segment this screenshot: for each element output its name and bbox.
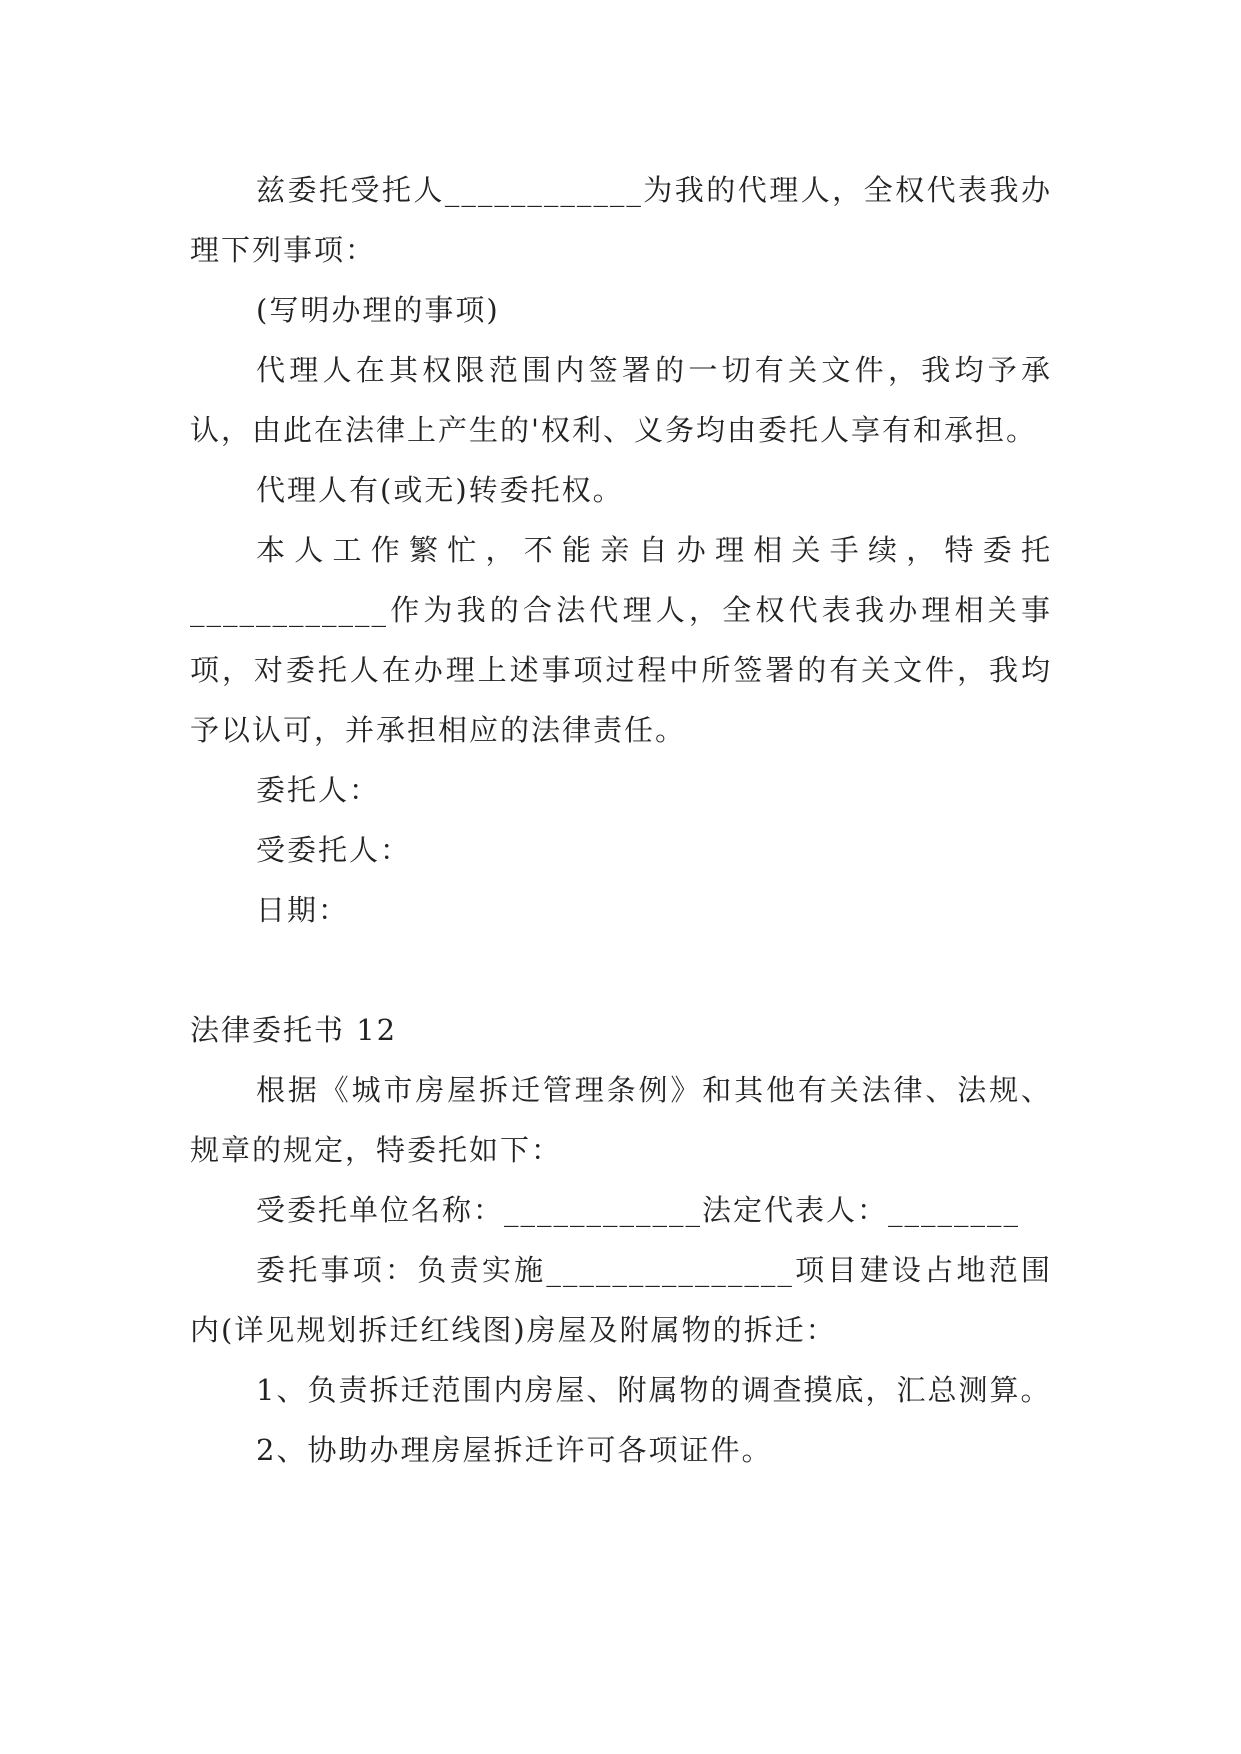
paragraph-personal-delegation: 本人工作繁忙，不能亲自办理相关手续，特委托____________作为我的合法代理人，全权代表我办理相关事项，对委托人在办理上述事项过程中所签署的有关文件，我均予以认可，并承担相应的法律责任。 [190,533,1052,747]
spacer [190,940,1052,1000]
paragraph-authority: 代理人在其权限范围内签署的一切有关文件，我均予承认，由此在法律上产生的'权利、义务均由委托人享有和承担。 [190,353,1052,447]
signature-date: 日期： [256,893,350,927]
paragraph-entrusted-matters: 委托事项：负责实施_______________项目建设占地范围内(详见规划拆迁红线图)房屋及附属物的拆迁： [190,1253,1052,1347]
signature-agent: 受委托人： [256,833,412,867]
section-heading: 法律委托书 12 [190,1013,398,1047]
paragraph-subdelegation: 代理人有(或无)转委托权。 [256,473,624,507]
paragraph-matters: (写明办理的事项) [256,293,500,327]
paragraph-entrusted-unit: 受委托单位名称：____________法定代表人：________ [256,1193,1021,1227]
document-page [190,160,1052,1480]
paragraph-appointment: 兹委托受托人____________为我的代理人，全权代表我办理下列事项： [190,173,1052,267]
signature-principal: 委托人： [256,773,381,807]
list-item-2: 2、协助办理房屋拆迁许可各项证件。 [256,1433,773,1467]
list-item-1: 1、负责拆迁范围内房屋、附属物的调查摸底，汇总测算。 [256,1373,1052,1407]
paragraph-legal-basis: 根据《城市房屋拆迁管理条例》和其他有关法律、法规、规章的规定，特委托如下： [190,1073,1052,1167]
